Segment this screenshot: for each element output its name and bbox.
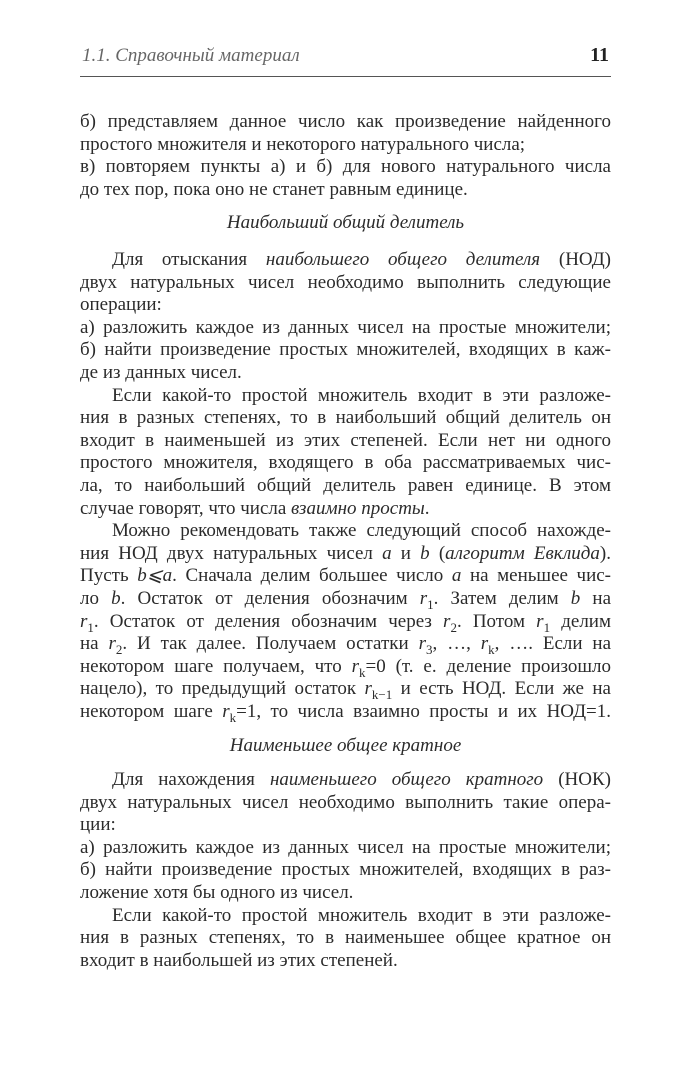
text-run: двух натуральных чисел необходимо выполнить такие опера-: [80, 791, 611, 813]
text-run: ния НОД двух натуральных чисел: [80, 542, 383, 564]
text-run: Если какой-то простой множитель входит в эти разложе-: [112, 384, 611, 406]
italic-term: наибольшего общего делителя: [265, 249, 541, 270]
text-run: а) разложить каждое из данных чисел на простые множители;: [80, 316, 611, 338]
math-symbol: [452, 565, 462, 586]
section-body-lcm: [80, 769, 611, 972]
math-variable: r: [536, 610, 544, 632]
text-run: двух натуральных чисел необходимо выполнить следующие: [80, 271, 611, 293]
math-symbol: [419, 587, 434, 612]
section-body-gcd: [80, 249, 611, 723]
text-run: . Сначала делим большее число: [172, 565, 452, 587]
italic-term: наименьшего общего кратного: [269, 769, 544, 790]
text-line: [80, 882, 611, 905]
text-run: ).: [599, 542, 611, 564]
italic-term: взаимно просты: [291, 497, 425, 519]
text-run: . Остаток от деления обозначим через: [93, 610, 444, 632]
header-rule: [80, 76, 611, 77]
math-symbol: [364, 678, 393, 703]
text-run: простого множителя и некоторого натурального числа;: [80, 133, 526, 155]
text-run: на: [80, 633, 109, 655]
math-subscript: k: [359, 664, 366, 680]
text-line: [80, 452, 611, 475]
text-line: [80, 475, 611, 498]
math-variable: r: [480, 633, 489, 655]
text-line: [80, 498, 611, 521]
math-symbol: [222, 700, 237, 725]
page-number: 11: [590, 44, 609, 66]
text-line: [80, 656, 611, 679]
math-subscript: 2: [450, 619, 457, 635]
text-line: [80, 611, 611, 634]
math-subscript: 3: [425, 641, 433, 657]
text-run: , …,: [432, 633, 481, 655]
section-heading-gcd: Наибольший общий делитель: [226, 212, 465, 233]
text-run: б) найти произведение простых множителей, входящих в каж-: [80, 339, 611, 361]
math-variable: b: [111, 587, 121, 609]
math-variable: r: [443, 610, 451, 632]
text-run: Для нахождения: [112, 769, 270, 790]
text-line: [80, 134, 611, 157]
text-line: [80, 385, 611, 408]
text-line: [80, 588, 611, 611]
text-line: [80, 792, 611, 815]
text-run: . И так далее. Получаем остатки: [122, 633, 419, 655]
text-run: , …. Если на: [494, 633, 612, 655]
text-line: [80, 701, 611, 724]
text-run: ложение хотя бы одного из чисел.: [80, 881, 354, 903]
text-run: в) повторяем пункты а) и б) для нового натурального числа: [80, 156, 611, 178]
text-run: некотором шаге получаем, что: [80, 655, 352, 677]
text-run: ния в разных степенях, то в наименьшее общее кратное он: [80, 927, 611, 949]
italic-term: алгоритм Евклида: [445, 542, 600, 564]
text-run: де из данных чисел.: [80, 361, 242, 383]
text-line: [80, 179, 611, 202]
text-run: входит в наибольшей из этих степеней.: [80, 949, 398, 971]
text-run: случае говорят, что числа: [80, 497, 292, 519]
text-run: Можно рекомендовать также следующий способ нахожде-: [112, 520, 611, 542]
math-symbol: [420, 543, 430, 564]
math-variable: r: [364, 678, 372, 700]
text-run: простого множителя, входящего в оба рассматриваемых чис-: [80, 452, 611, 474]
text-line: [80, 950, 611, 973]
math-variable: a: [382, 542, 392, 564]
math-symbol: [351, 655, 366, 680]
text-line: [80, 543, 611, 566]
math-subscript: k: [229, 709, 237, 725]
text-run: (НОК): [543, 769, 611, 790]
math-subscript: 1: [427, 596, 434, 612]
text-run: некотором шаге: [80, 700, 223, 722]
section-heading-lcm: Наименьшее общее кратное: [229, 735, 462, 756]
text-line: [80, 859, 611, 882]
math-variable: r: [108, 633, 116, 655]
math-variable: r: [222, 700, 230, 722]
text-run: б) найти произведение простых множителей, входящих в раз-: [80, 859, 611, 881]
math-variable: r: [418, 633, 426, 655]
text-run: б) представляем данное число как произведение найденного: [80, 111, 611, 132]
text-line: [80, 633, 611, 656]
text-run: до тех пор, пока оно не станет равным единице.: [80, 178, 468, 200]
text-line: [80, 927, 611, 950]
text-run: (НОД): [540, 249, 611, 270]
math-subscript: 1: [87, 619, 94, 635]
text-line: [80, 430, 611, 453]
text-line: [80, 565, 611, 588]
text-run: Для отыскания: [112, 249, 266, 270]
math-variable: b: [420, 542, 430, 564]
math-subscript: 2: [115, 641, 123, 657]
math-symbol: [108, 633, 123, 657]
text-line: [80, 111, 611, 134]
text-run: ла, то наибольший общий делитель равен единице. В этом: [80, 474, 611, 496]
text-run: делим: [550, 610, 611, 632]
text-run: =1, то числа взаимно просты и их НОД=1.: [236, 700, 611, 722]
math-variable: r: [351, 655, 359, 677]
math-subscript: k−1: [371, 687, 393, 703]
text-run: на: [580, 587, 611, 609]
math-variable: b: [570, 587, 581, 609]
text-run: ния в разных степенях, то в наибольший общий делитель он: [80, 407, 611, 429]
math-symbol: [382, 543, 392, 564]
math-symbol: [111, 588, 121, 609]
math-variable: r: [80, 610, 88, 632]
text-line: [80, 407, 611, 430]
paragraph-factorization-steps: [80, 111, 611, 201]
text-run: . Потом: [456, 610, 537, 632]
math-symbol: [80, 610, 94, 635]
math-variable: r: [419, 587, 428, 609]
text-run: =0 (т. е. деление произошло: [365, 655, 611, 677]
math-subscript: k: [488, 641, 495, 657]
text-run: нацело), то предыдущий остаток: [80, 678, 365, 700]
text-line: [80, 678, 611, 701]
math-symbol: [137, 565, 172, 586]
text-line: [80, 294, 611, 317]
text-run: Если какой-то простой множитель входит в эти разложе-: [112, 904, 611, 926]
text-line: [80, 814, 611, 837]
math-symbol: [571, 588, 581, 609]
text-line: [80, 520, 611, 543]
text-run: операции:: [80, 294, 162, 316]
text-run: а) разложить каждое из данных чисел на простые множители;: [80, 836, 611, 858]
math-symbol: [536, 610, 551, 635]
text-run: и есть НОД. Если же на: [392, 678, 611, 700]
math-symbol: [480, 633, 495, 657]
text-line: [80, 837, 611, 860]
text-run: (: [429, 542, 446, 564]
text-line: [80, 249, 611, 272]
text-line: [80, 317, 611, 340]
text-line: [80, 905, 611, 928]
text-run: и: [391, 542, 421, 564]
text-line: [80, 272, 611, 295]
math-subscript: 1: [543, 619, 551, 635]
text-run: .: [424, 497, 430, 519]
running-header-title: 1.1. Справочный материал: [82, 45, 300, 66]
math-variable: a: [451, 565, 462, 587]
text-run: ло: [80, 587, 112, 609]
text-line: [80, 339, 611, 362]
math-variable: b⩽a: [137, 565, 173, 587]
text-line: [80, 156, 611, 179]
text-run: . Остаток от деления обозначим: [120, 587, 420, 609]
text-run: Пусть: [80, 565, 138, 587]
math-symbol: [443, 610, 457, 635]
math-symbol: [418, 633, 433, 657]
text-run: на меньшее чис-: [461, 565, 612, 587]
text-line: [80, 769, 611, 792]
text-run: . Затем делим: [433, 587, 571, 609]
text-line: [80, 362, 611, 385]
text-run: входит в наименьшей из этих степеней. Если нет ни одного: [80, 429, 611, 451]
text-run: ции:: [80, 814, 116, 836]
